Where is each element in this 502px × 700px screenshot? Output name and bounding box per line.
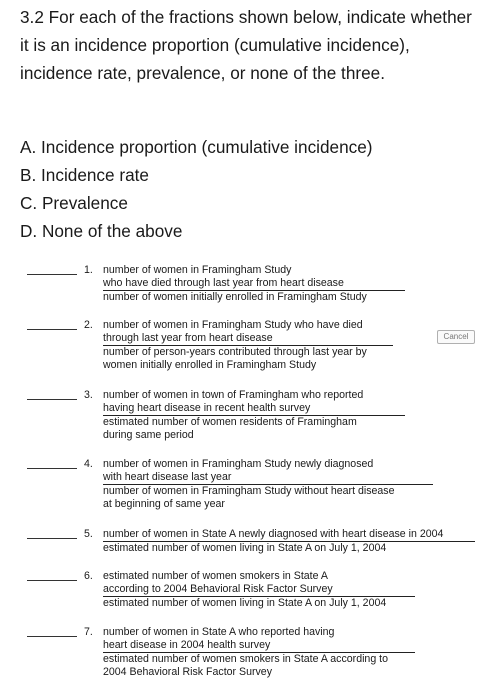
- answer-blank-4[interactable]: [27, 468, 77, 469]
- denominator: [103, 597, 386, 610]
- denominator: [103, 542, 386, 555]
- numerator-line: through last year from heart disease: [103, 331, 273, 344]
- item-number: 5.: [84, 528, 93, 540]
- cancel-button[interactable]: Cancel: [437, 330, 475, 344]
- denominator-line: estimated number of women smokers in State A according to: [103, 653, 388, 665]
- option-c: C. Prevalence: [20, 193, 128, 213]
- numerator-line: according to 2004 Behavioral Risk Factor Survey: [103, 582, 333, 595]
- numerator-line: with heart disease last year: [103, 470, 232, 483]
- denominator-line: number of women in Framingham Study without heart disease: [103, 485, 395, 497]
- answer-blank-2[interactable]: [27, 329, 77, 330]
- option-a: A. Incidence proportion (cumulative incidence): [20, 137, 373, 157]
- denominator-line: estimated number of women residents of Framingham: [103, 416, 357, 428]
- fraction: [103, 458, 373, 483]
- numerator-line: number of women in State A who reported having: [103, 626, 335, 638]
- option-d: D. None of the above: [20, 221, 183, 241]
- fraction: [103, 319, 363, 344]
- denominator: [103, 416, 357, 441]
- numerator-line: number of women in Framingham Study who have died: [103, 319, 363, 331]
- denominator-line: at beginning of same year: [103, 497, 225, 510]
- numerator-line: heart disease in 2004 health survey: [103, 638, 271, 651]
- item-number: 2.: [84, 319, 93, 331]
- denominator: [103, 346, 367, 371]
- answer-blank-7[interactable]: [27, 636, 77, 637]
- fraction: [103, 389, 363, 414]
- item-number: 7.: [84, 626, 93, 638]
- fraction: [103, 264, 344, 289]
- numerator-line: number of women in State A newly diagnosed with heart disease in 2004: [103, 528, 444, 540]
- denominator: [103, 653, 388, 678]
- answer-options: [20, 133, 373, 245]
- option-b: B. Incidence rate: [20, 165, 149, 185]
- denominator-line: estimated number of women living in State A on July 1, 2004: [103, 597, 387, 609]
- fraction: [103, 570, 333, 595]
- answer-blank-6[interactable]: [27, 580, 77, 581]
- denominator-line: number of person-years contributed through last year by: [103, 346, 367, 358]
- numerator-line: number of women in Framingham Study: [103, 264, 292, 276]
- denominator-line: during same period: [103, 428, 194, 441]
- numerator-line: estimated number of women smokers in State A: [103, 570, 328, 582]
- item-number: 3.: [84, 389, 93, 401]
- denominator-line: number of women initially enrolled in Framingham Study: [103, 291, 367, 303]
- denominator: [103, 291, 367, 304]
- numerator-line: number of women in town of Framingham who reported: [103, 389, 364, 401]
- fraction: [103, 626, 334, 651]
- answer-blank-3[interactable]: [27, 399, 77, 400]
- denominator-line: 2004 Behavioral Risk Factor Survey: [103, 665, 272, 678]
- numerator-line: number of women in Framingham Study newly diagnosed: [103, 458, 374, 470]
- item-number: 4.: [84, 458, 93, 470]
- question-text: 3.2 For each of the fractions shown below, indicate whether it is an incidence proportion (cumulative incidence), incidence rate, prevalence, or none of the three.: [20, 7, 472, 83]
- denominator-line: estimated number of women living in State A on July 1, 2004: [103, 542, 387, 554]
- item-number: 1.: [84, 264, 93, 276]
- answer-blank-1[interactable]: [27, 274, 77, 275]
- answer-blank-5[interactable]: [27, 538, 77, 539]
- denominator-line: women initially enrolled in Framingham Study: [103, 358, 317, 371]
- item-number: 6.: [84, 570, 93, 582]
- numerator-line: having heart disease in recent health survey: [103, 401, 311, 414]
- denominator: [103, 485, 394, 510]
- numerator-line: who have died through last year from heart disease: [103, 276, 344, 289]
- fraction: [103, 528, 443, 541]
